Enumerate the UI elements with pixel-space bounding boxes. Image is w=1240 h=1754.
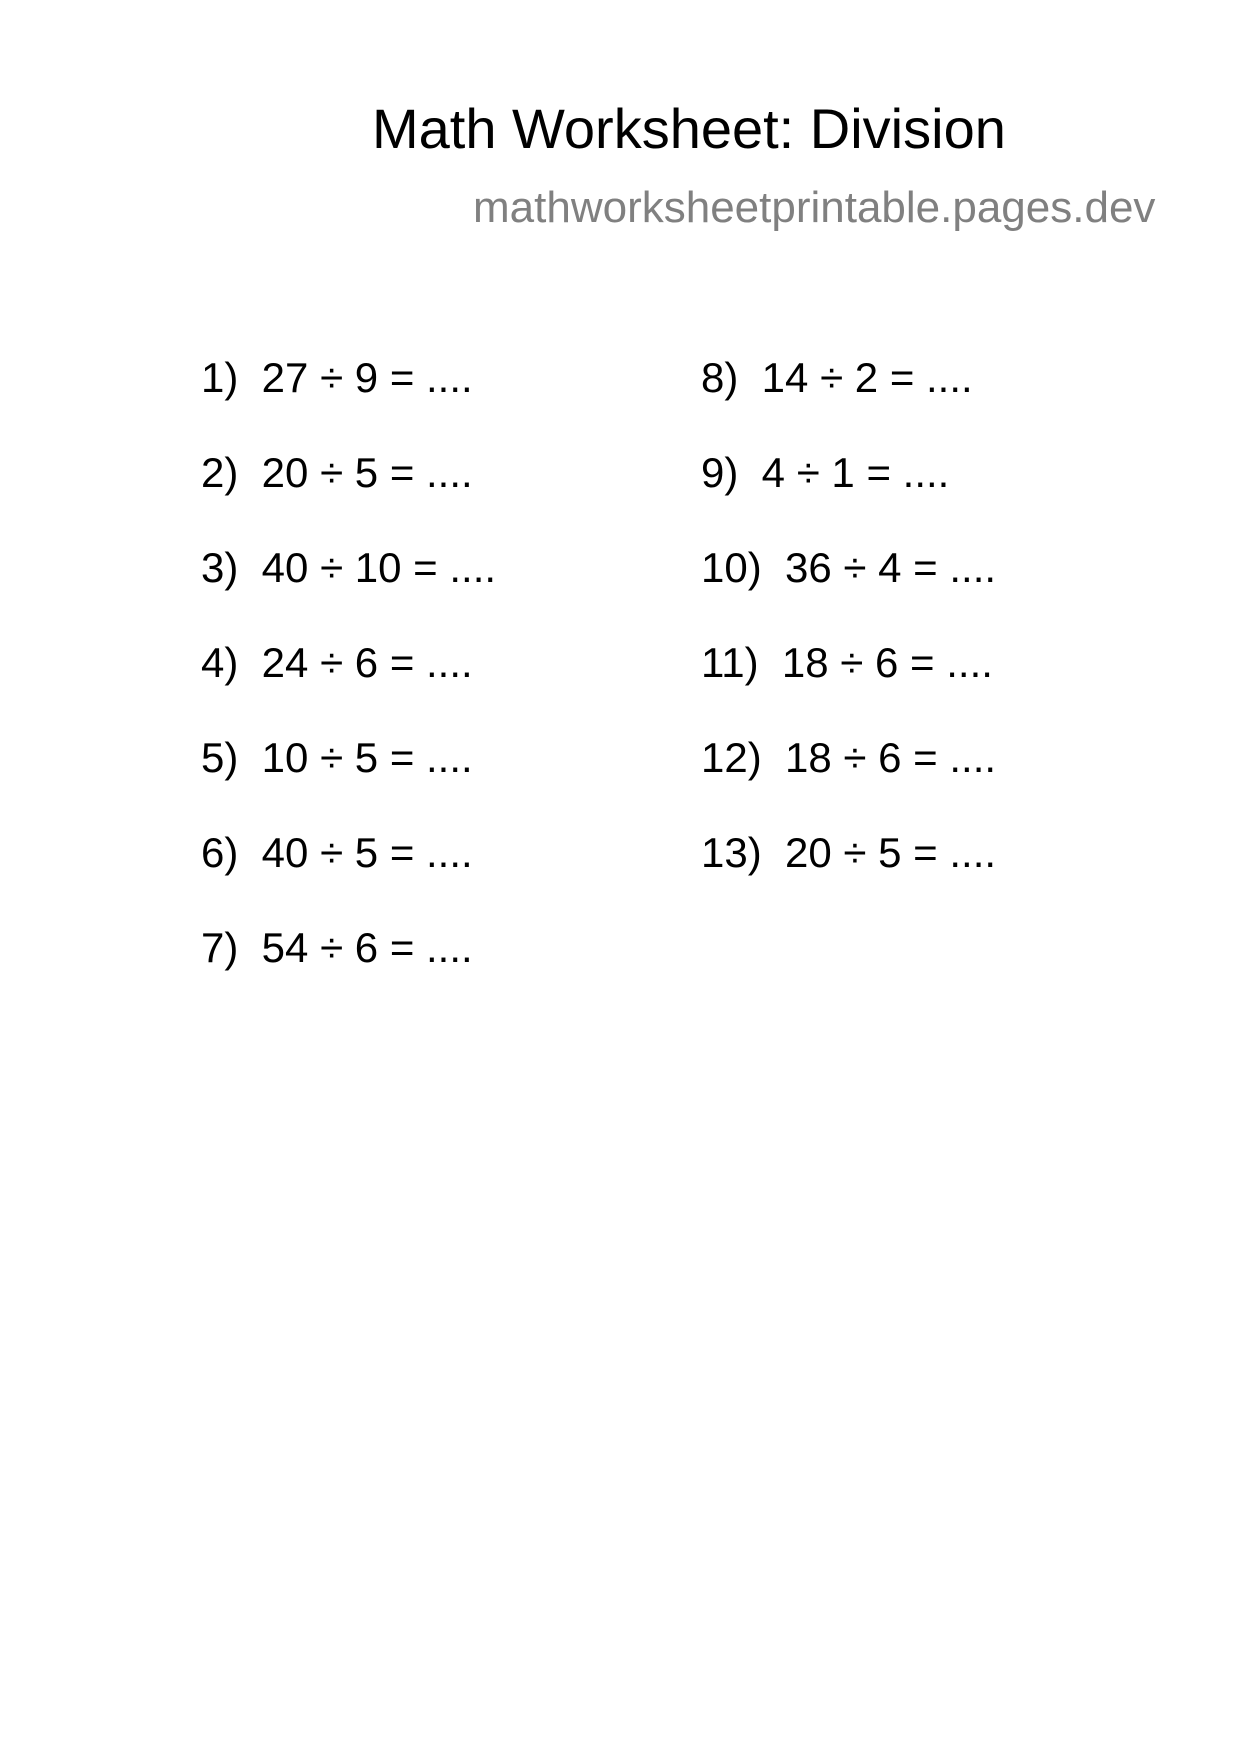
problem-item: 9) 4 ÷ 1 = ....: [701, 449, 950, 496]
page-title: Math Worksheet: Division: [372, 97, 1006, 160]
problem-item: 12) 18 ÷ 6 = ....: [701, 734, 997, 781]
problem-item: 11) 18 ÷ 6 = ....: [701, 639, 993, 686]
problem-item: 6) 40 ÷ 5 = ....: [201, 829, 473, 876]
problem-item: 3) 40 ÷ 10 = ....: [201, 544, 497, 591]
problem-item: 2) 20 ÷ 5 = ....: [201, 449, 473, 496]
problem-item: 7) 54 ÷ 6 = ....: [201, 924, 473, 971]
problem-item: 13) 20 ÷ 5 = ....: [701, 829, 997, 876]
problem-item: 10) 36 ÷ 4 = ....: [701, 544, 997, 591]
problem-item: 8) 14 ÷ 2 = ....: [701, 354, 973, 401]
source-url: mathworksheetprintable.pages.dev: [473, 183, 1156, 232]
problem-item: 4) 24 ÷ 6 = ....: [201, 639, 473, 686]
problem-item: 5) 10 ÷ 5 = ....: [201, 734, 473, 781]
problem-item: 1) 27 ÷ 9 = ....: [201, 354, 473, 401]
